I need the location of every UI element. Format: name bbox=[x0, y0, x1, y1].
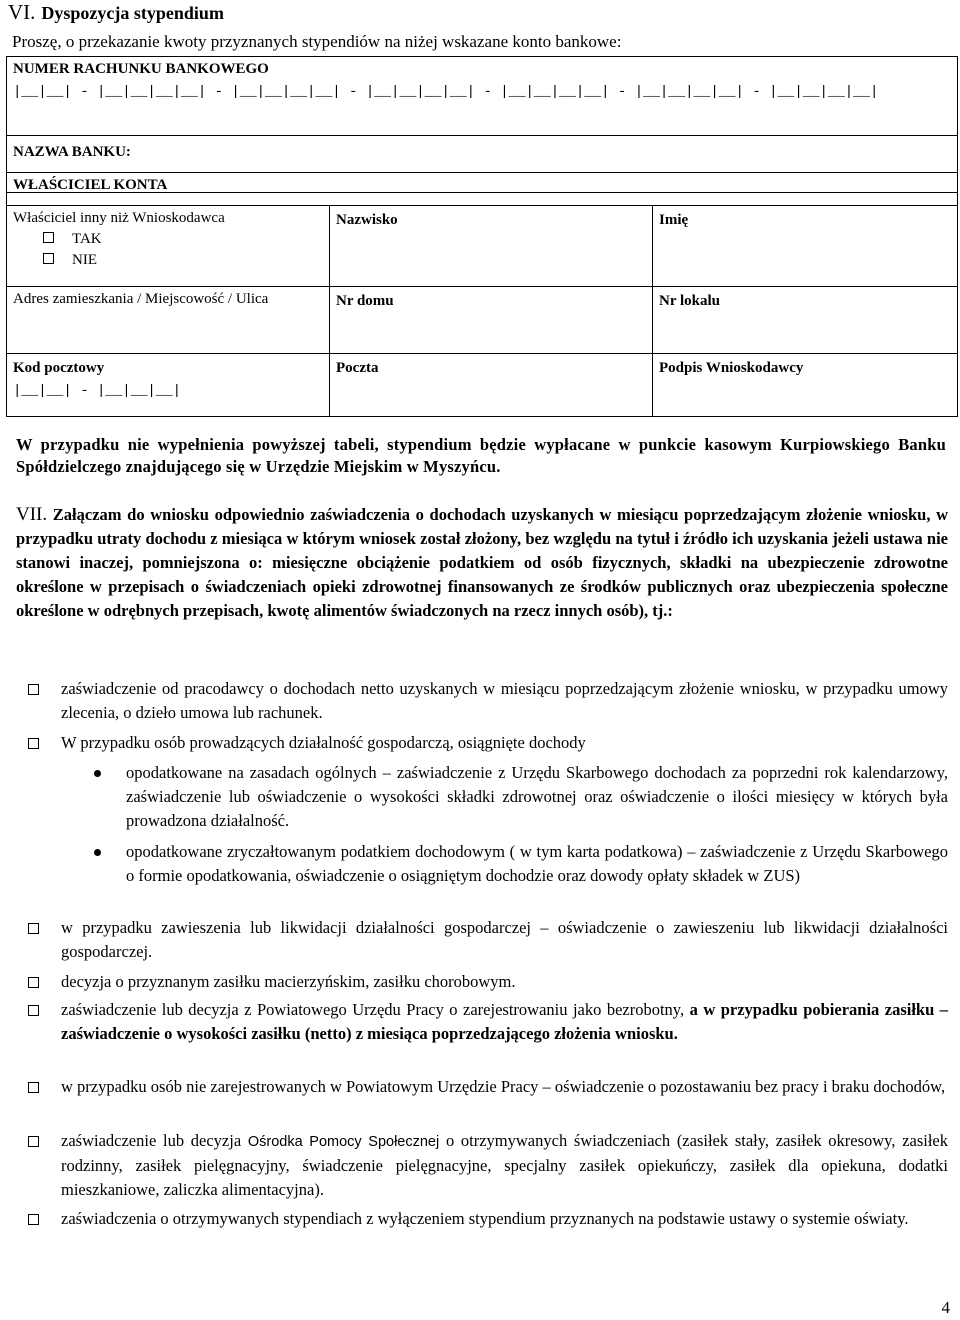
item-text-social-welfare-b: Ośrodka Pomocy Społecznej bbox=[247, 1134, 440, 1150]
flat-no-cell[interactable] bbox=[653, 287, 958, 354]
item-text-scholarships: zaświadczenia o otrzymywanych stypendiach z wyłączeniem stypendium przyznanych na podstawie ustawy o systemie oświaty. bbox=[61, 1209, 909, 1228]
checkbox-icon bbox=[28, 1136, 39, 1147]
option-no[interactable] bbox=[13, 252, 323, 269]
bullet-icon bbox=[94, 770, 101, 777]
owner-other-label: Właściciel inny niż Wnioskodawca bbox=[13, 210, 225, 226]
owner-header-cell bbox=[7, 173, 958, 206]
account-number-boxes: |__|__| - |__|__|__|__| - |__|__|__|__| - |__|__|__|__| - |__|__|__|__| - |__|__|__|__| - |__|__|__|__| bbox=[13, 84, 879, 100]
account-number-label: NUMER RACHUNKU BANKOWEGO bbox=[13, 61, 269, 77]
checkbox-icon bbox=[28, 1005, 39, 1016]
item-text-suspension: w przypadku zawieszenia lub likwidacji działalności gospodarczej – oświadczenie o zawieszeniu lub likwidacji działalności gospodarczej. bbox=[61, 918, 948, 961]
bullet-text-general: opodatkowane na zasadach ogólnych – zaświadczenie z Urzędu Skarbowego dochodach za poprzedni rok kalendarzowy, zaświadczenie lub oświadczenie o wysokości składki zdrowotnej oraz oświadczenie o ilości miesięcy w których była prowadzona działalność. bbox=[126, 763, 948, 830]
section-vi-title: Dyspozycja stypendium bbox=[41, 3, 224, 23]
checkbox-icon bbox=[28, 923, 39, 934]
option-no-label: NIE bbox=[72, 252, 97, 268]
section-vi-heading bbox=[8, 0, 224, 25]
postal-code-boxes: |__|__| - |__|__|__| bbox=[13, 383, 182, 399]
bank-name-label: NAZWA BANKU: bbox=[13, 144, 131, 160]
post-office-cell[interactable] bbox=[330, 354, 653, 417]
section-vii-intro bbox=[16, 503, 948, 623]
page-number: 4 bbox=[941, 1298, 950, 1317]
account-number-cell[interactable] bbox=[7, 57, 958, 136]
item-text-maternity: decyzja o przyznanym zasiłku macierzyńskim, zasiłku chorobowym. bbox=[61, 972, 516, 991]
item-text-business: W przypadku osób prowadzących działalność gospodarczą, osiągnięte dochody bbox=[61, 733, 586, 752]
item-text-labour-office-a: zaświadczenie lub decyzja z Powiatowego Urzędu Pracy o zarejestrowaniu jako bezrobotny, bbox=[61, 1000, 685, 1019]
checkbox-icon bbox=[28, 1082, 39, 1093]
bullet-icon bbox=[94, 849, 101, 856]
section-vii-text: Załączam do wniosku odpowiednio zaświadczenia o dochodach uzyskanych w miesiącu poprzedzającym złożenie wniosku, w przypadku utraty dochodu z miesiąca w którym wniosek został złożony, bez względu na tytuł i źródło ich uzyskania jeżeli ustawa nie stanowi inaczej, pomniejszona o: miesięczne obciążenie podatkiem od osób fizycznych, składki na ubezpieczenie zdrowotne określone w przepisach o świadczeniach opieki zdrowotnej finansowanych ze środków publicznych oraz ubezpieczenia społeczne określone w odrębnych przepisach, kwotę alimentów świadczonych na rzecz innych osób), tj.: bbox=[16, 505, 949, 620]
address-cell bbox=[7, 287, 330, 354]
section-vii-number: VII. bbox=[16, 504, 48, 525]
checkbox-icon bbox=[28, 738, 39, 749]
item-text-social-welfare bbox=[61, 1129, 948, 1202]
checkbox-icon bbox=[28, 684, 39, 695]
signature-cell[interactable] bbox=[653, 354, 958, 417]
item-text-social-welfare-a: zaświadczenie lub decyzja bbox=[61, 1131, 242, 1150]
house-no-cell[interactable] bbox=[330, 287, 653, 354]
owner-header: WŁAŚCICIEL KONTA bbox=[13, 177, 168, 193]
owner-other-cell bbox=[7, 206, 330, 287]
checkbox-no[interactable] bbox=[43, 253, 54, 264]
section-vi-intro: Proszę, o przekazanie kwoty przyznanych stypendiów na niżej wskazane konto bankowe: bbox=[12, 32, 622, 51]
surname-label: Nazwisko bbox=[336, 212, 398, 228]
checkbox-icon bbox=[28, 977, 39, 988]
house-no-label: Nr domu bbox=[336, 293, 394, 309]
bullet-text-flat-rate: opodatkowane zryczałtowanym podatkiem dochodowym ( w tym karta podatkowa) – zaświadczenie z Urzędu Skarbowego o formie opodatkowania, oświadczenie o osiągniętym dochodzie oraz dowody opłaty składek w ZUS) bbox=[126, 842, 948, 885]
postal-code-label: Kod pocztowy bbox=[13, 360, 105, 376]
address-label: Adres zamieszkania / Miejscowość / Ulica bbox=[13, 291, 269, 307]
section-vi-number: VI. bbox=[8, 0, 36, 24]
option-yes-label: TAK bbox=[72, 231, 102, 247]
item-text-labour-office bbox=[61, 998, 948, 1046]
flat-no-label: Nr lokalu bbox=[659, 293, 720, 309]
postal-code-cell[interactable] bbox=[7, 354, 330, 417]
item-text-employer: zaświadczenie od pracodawcy o dochodach netto uzyskanych w miesiącu poprzedzającym złożenie wniosku, w przypadku umowy zlecenia, o dzieło umowa lub rachunek. bbox=[61, 679, 948, 722]
first-name-cell[interactable] bbox=[653, 206, 958, 287]
signature-label: Podpis Wnioskodawcy bbox=[659, 360, 804, 376]
account-owner-table bbox=[6, 172, 958, 417]
option-yes[interactable] bbox=[13, 231, 323, 248]
first-name-label: Imię bbox=[659, 212, 689, 228]
item-text-unregistered: w przypadku osób nie zarejestrowanych w Powiatowym Urzędzie Pracy – oświadczenie o pozostawaniu bez pracy i braku dochodów, bbox=[61, 1077, 946, 1096]
post-office-label: Poczta bbox=[336, 360, 379, 376]
checkbox-icon bbox=[28, 1214, 39, 1225]
surname-cell[interactable] bbox=[330, 206, 653, 287]
payment-note: W przypadku nie wypełnienia powyższej tabeli, stypendium będzie wypłacane w punkcie kasowym Kurpiowskiego Banku Spółdzielczego znajdującego się w Urzędzie Miejskim w Myszyńcu. bbox=[16, 435, 946, 476]
item-text-labour-office-b: a w przypadku pobierania zasiłku – zaświadczenie o wysokości zasiłku (netto) z miesiąca poprzedzającego złożenia wniosku. bbox=[61, 1000, 949, 1043]
item-text-social-welfare-c: o otrzymywanych świadczeniach (zasiłek stały, zasiłek okresowy, zasiłek rodzinny, zasiłek pielęgnacyjny, świadczenie pielęgnacyjne, specjalny zasiłek opiekuńczy, zasiłek dla opiekuna, dodatki mieszkaniowe, zaliczka alimentacyjna). bbox=[61, 1131, 949, 1199]
checkbox-yes[interactable] bbox=[43, 232, 54, 243]
